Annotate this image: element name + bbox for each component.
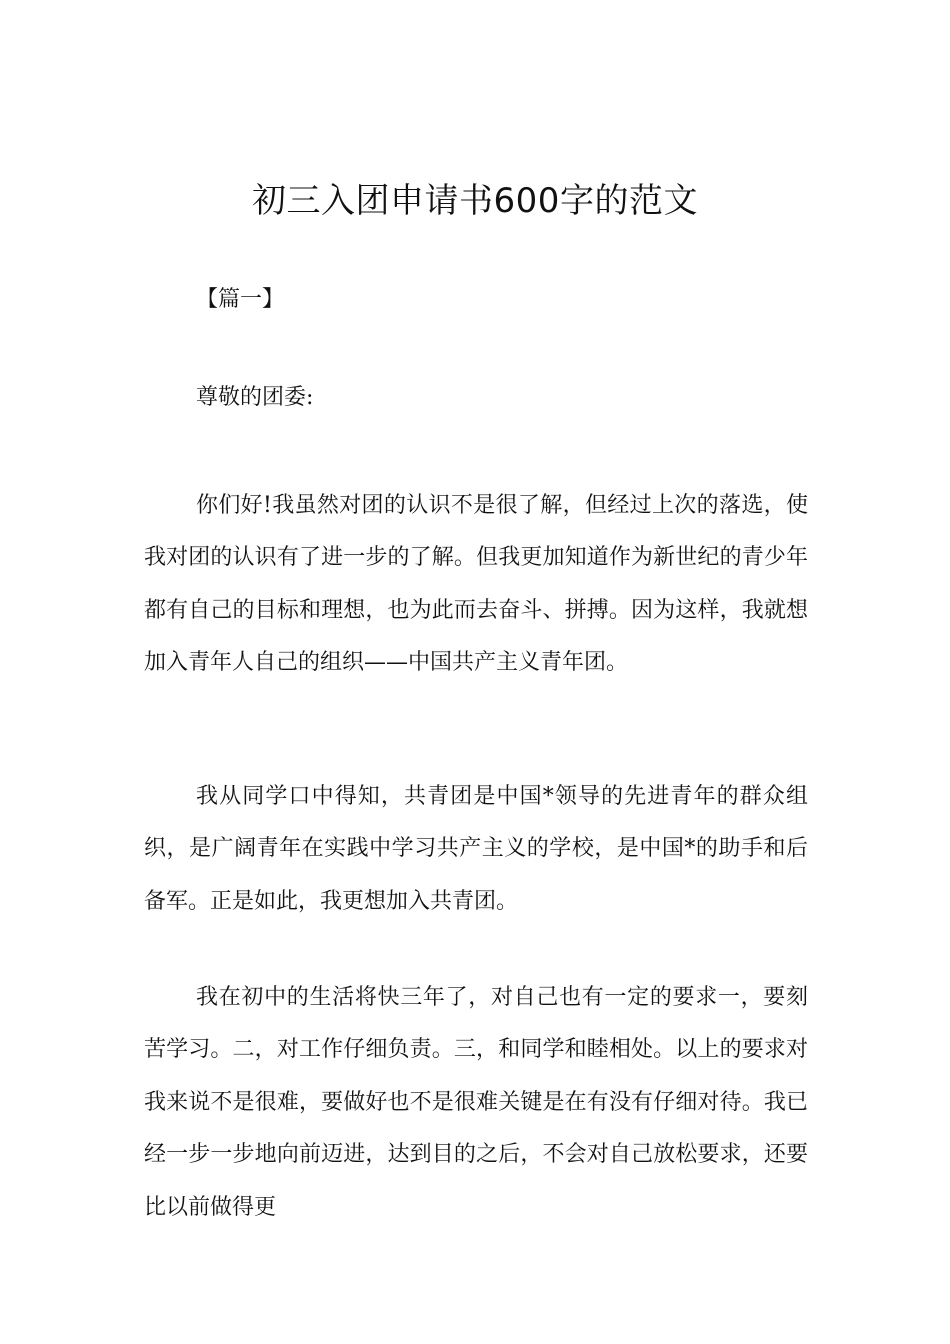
document-title: 初三入团申请书600字的范文 <box>252 181 698 221</box>
body-paragraph-3: 我在初中的生活将快三年了，对自己也有一定的要求一，要刻苦学习。二，对工作仔细负责。三，和同学和睦相处。以上的要求对我来说不是很难，要做好也不是很难关键是在有没有仔细对待。我已经一步一步地向前迈进，达到目的之后，不会对自己放松要求，还要比以前做得更 <box>144 985 808 1220</box>
section-label: 【篇一】 <box>196 287 285 312</box>
body-paragraph-1: 你们好!我虽然对团的认识不是很了解，但经过上次的落选，使我对团的认识有了进一步的了解。但我更加知道作为新世纪的青少年都有自己的目标和理想，也为此而去奋斗、拼搏。因为这样，我就想加入青年人自己的组织——中国共产主义青年团。 <box>144 493 808 676</box>
salutation: 尊敬的团委: <box>196 385 314 410</box>
body-paragraph-2: 我从同学口中得知，共青团是中国*领导的先进青年的群众组织，是广阔青年在实践中学习共产主义的学校，是中国*的助手和后备军。正是如此，我更想加入共青团。 <box>144 784 808 914</box>
